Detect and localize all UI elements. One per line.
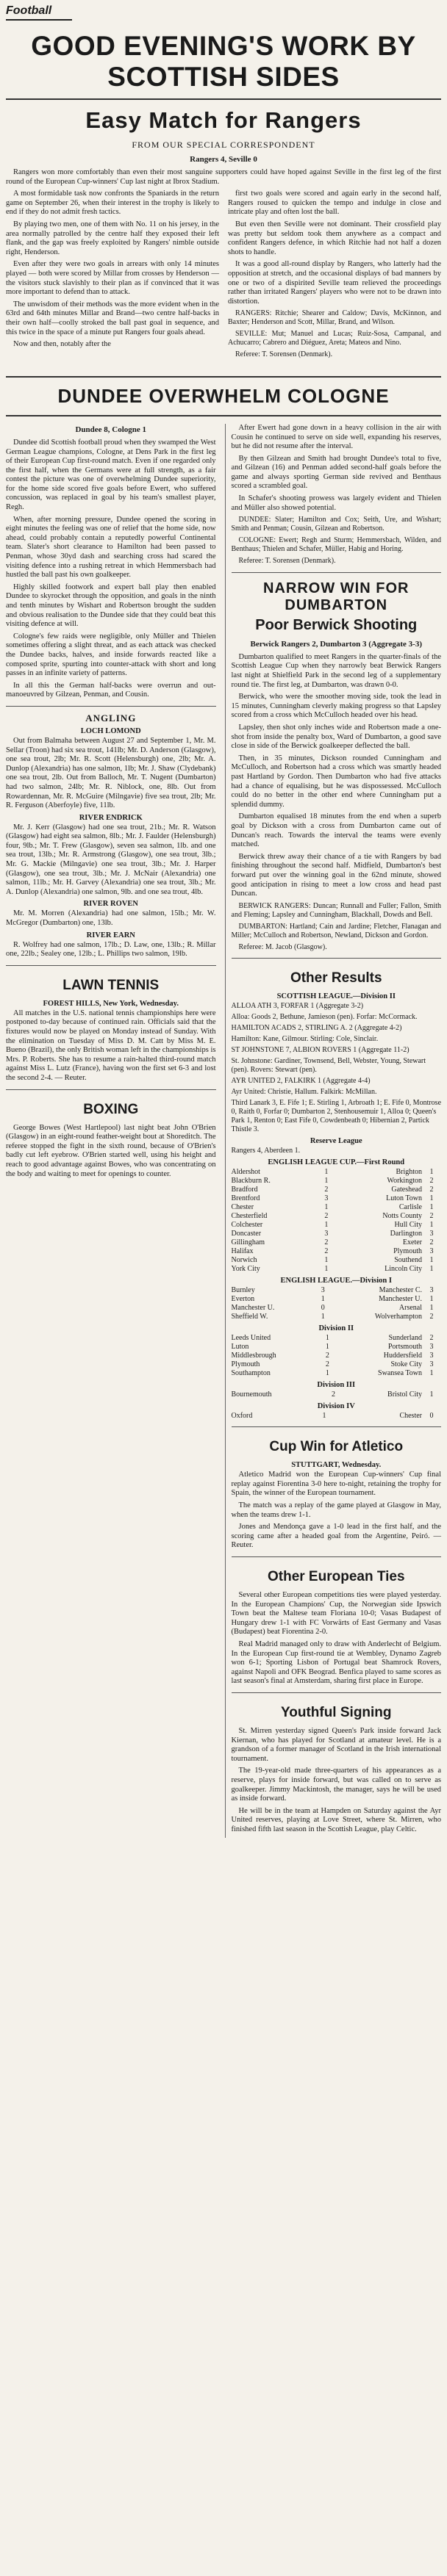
atletico-title: Cup Win for Atletico	[269, 1439, 404, 1455]
table-row	[232, 1286, 442, 1295]
table-cell: 3	[429, 1286, 434, 1295]
table-cell: Plymouth	[393, 1247, 422, 1256]
results-subhead: ENGLISH LEAGUE.—Division I	[280, 1277, 392, 1285]
signing-title: Youthful Signing	[280, 1704, 392, 1720]
table-cell: 2	[429, 1334, 434, 1343]
referee: Referee: T. Sorensen (Denmark).	[238, 557, 336, 566]
table-cell: Halifax	[231, 1247, 254, 1256]
table-cell: Everton	[231, 1295, 255, 1304]
table-cell: Plymouth	[231, 1360, 260, 1369]
table-cell: Notts County	[382, 1212, 422, 1221]
table-cell: Doncaster	[231, 1230, 262, 1238]
angling-title: ANGLING	[85, 712, 137, 724]
results-table-div2	[232, 1334, 442, 1378]
table-cell: Middlesbrough	[231, 1352, 276, 1360]
paragraph: When, after morning pressure, Dundee opened the scoring in eight minutes the feeling was one of relief that the home side, now ahead, could probably contain a reputedly powerful Continental team. Slater's short clearance to Hamilton had been passed to Penman, whose 30yd dash and searching cross had scared the visiting defence into a rushing retreat in which Hemmersbach had hustled the ball past his own goalkeeper.	[6, 515, 216, 580]
table-cell: 1	[429, 1295, 434, 1304]
table-cell: Norwich	[231, 1256, 257, 1265]
results-subhead: Division II	[318, 1324, 354, 1333]
paragraph: In all this the German half-backs were overrun and out-manoeuvred by Gilzean, Penman, and Cousin.	[6, 681, 216, 699]
angling-subhead: RIVER ENDRICK	[79, 813, 143, 822]
paragraph: Mr. M. Morren (Alexandria) had one salmon, 15lb.; Mr. W. McGregor (Dumbarton) one, 13lb.	[6, 909, 216, 928]
dundee-col-left	[6, 424, 216, 1838]
paragraph: The unwisdom of their methods was the more evident when in the 63rd and 64th minutes Millar and Brand—two centre half-backs in their own half—coolly stroked the ball past goal in sequence, and this twice in the space of a minute put Rangers four goals ahead.	[6, 300, 219, 336]
divider	[232, 1556, 442, 1557]
table-cell: Chesterfield	[231, 1212, 268, 1221]
table-row	[232, 1304, 442, 1313]
divider	[232, 572, 442, 573]
table-cell: 1	[429, 1203, 434, 1212]
paragraph: He will be in the team at Hampden on Saturday against the Ayr United reserves, playing at Love Street, where St. Mirren, who finished fifth last season in the Scottish League, play Celtic.	[231, 1806, 441, 1833]
table-cell: 0	[429, 1412, 434, 1421]
result-line: Ayr United: Christie, Hallum. Falkirk: McMillan.	[231, 1088, 377, 1097]
table-cell: 2	[429, 1313, 434, 1321]
paragraph: Several other European competitions ties were played yesterday. In the European Champions' Cup, the Norwegian side Ipswich Town beat the Maltese team Floriana 10-0; Vasas Budapest of Hungary drew 1-1 with FC Vorwärts of East Germany and Vasas (Budapest) beat Fiorentina 2-0.	[231, 1591, 441, 1637]
atletico-dateline: STUTTGART, Wednesday.	[291, 1461, 382, 1470]
paragraph: Jones and Mendonça gave a 1-0 lead in the first half, and the scoring came after a headed goal from the Argentine, Peiró. — Reuter.	[231, 1523, 441, 1550]
paragraph: Real Madrid managed only to draw with Anderlecht of Belgium. In the European Cup first-round tie at Wembley, Dynamo Zagreb won 6-1; Sporting Lisbon of Portugal beat Shamrock Rovers, against Napoli and OFK Beograd. Benfica played to same scores as last season's final at Amsterdam, sharing first place in Europe.	[231, 1640, 441, 1686]
table-cell: Colchester	[231, 1221, 263, 1230]
referee: Referee: M. Jacob (Glasgow).	[238, 942, 327, 951]
rangers-columns	[6, 190, 441, 366]
dundee-columns	[6, 424, 441, 1838]
table-cell: Manchester U.	[231, 1304, 275, 1313]
table-cell: 2	[429, 1177, 434, 1186]
table-cell: 1	[429, 1265, 434, 1274]
paragraph: Mr. J. Kerr (Glasgow) had one sea trout, 21b.; Mr. R. Watson (Glasgow) had eight sea salmon, 8lb.; Mr. J. Faulder (Helensburgh) four, 9lb.; Mr. T. Frew (Glasgow), seven sea salmon, 1lb. and one sea trout, 13lb.; Mr. R. Armstrong (Glasgow), one sea trout, 3lb.; Mr. G. Mackie (Milngavie) one sea trout, 3lb.; Mr. J. Harper (Glasgow), one sea trout, 3lb.; Mr. J. McNair (Alexandria) one salmon, 11lb.; Mr. H. Garvey (Alexandria) one sea trout, 3lb.; Mr. A. Dunlop (Alexandria) one salmon, 9lb. and one sea trout, 4lb.	[6, 823, 216, 896]
table-cell: Chester	[399, 1412, 422, 1421]
tennis-dateline: FOREST HILLS, New York, Wednesday.	[43, 999, 179, 1008]
table-cell: Arsenal	[398, 1304, 422, 1313]
team-lineup: BERWICK RANGERS: Duncan; Runnall and Fuller; Fallon, Smith and Fleming; Lapsley and Cunningham, Blackhall, Dowds and Bell.	[231, 901, 441, 919]
table-cell: Hull City	[394, 1221, 422, 1230]
table-cell: 1	[324, 1265, 329, 1274]
table-cell: 1	[429, 1194, 434, 1203]
divider	[232, 1692, 442, 1693]
result-line: AYR UNITED 2, FALKIRK 1 (Aggregate 4-4)	[231, 1077, 371, 1086]
paragraph: Then, in 35 minutes, Dickson rounded Cunningham and McCulloch, and Robertson had a cross which was smartly headed past Hartland by Gordon. Then Dumbarton who had five attacks had a chance of equalising, but he was dispossessed. McCulloch could do no better in the other end where Cunningham put a splendid dummy.	[231, 754, 441, 809]
table-cell: Sunderland	[388, 1334, 422, 1343]
table-cell: Bournemouth	[231, 1390, 272, 1399]
dundee-result: Dundee 8, Cologne 1	[75, 425, 147, 434]
table-cell: Brentford	[231, 1194, 260, 1203]
table-cell: 3	[429, 1360, 434, 1369]
table-cell: Manchester C.	[379, 1286, 422, 1295]
table-row	[232, 1186, 442, 1194]
table-row	[232, 1390, 442, 1399]
table-cell: Sheffield W.	[231, 1313, 268, 1321]
rangers-result: Rangers 4, Seville 0	[190, 155, 257, 164]
team-lineup: RANGERS: Ritchie; Shearer and Caldow; Davis, McKinnon, and Baxter; Henderson and Scott, Millar, Brand, and Wilson.	[228, 309, 441, 327]
table-cell: 3	[429, 1247, 434, 1256]
table-cell: 1	[324, 1256, 329, 1265]
table-row	[232, 1221, 442, 1230]
table-row	[232, 1352, 442, 1360]
result-line: Rangers 4, Aberdeen 1.	[231, 1147, 301, 1155]
paragraph: Lapsley, then shot only inches wide and Robertson made a one-shot from inside the penalty box, Ward of Dumbarton, a good save close in side of the Berwick goalkeeper deflected the ball.	[231, 724, 441, 751]
table-cell: Brighton	[396, 1168, 422, 1177]
divider	[6, 1089, 216, 1090]
table-row	[232, 1369, 442, 1378]
main-headline: GOOD EVENING'S WORK BY SCOTTISH SIDES	[31, 31, 416, 92]
results-subhead: ENGLISH LEAGUE CUP.—First Round	[268, 1158, 405, 1167]
paragraph: After Ewert had gone down in a heavy collision in the air with Cousin he continued to serve on side well, expanding his reserves, but he did not resume after the interval.	[231, 423, 441, 451]
table-cell: 1	[429, 1304, 434, 1313]
table-cell: Leeds United	[231, 1334, 271, 1343]
results-table-div3	[232, 1390, 442, 1399]
paragraph: All matches in the U.S. national tennis championships here were postponed to-day because of continued rain. Officials said that the fixtures would now be played on Monday instead of Sunday. With the elimination on Tuesday of Miss D. M. Catt by Miss M. E. Bueno (Brazil), the only British woman left in the championships is Mrs. P. Roberts. She has to resume a rain-halted third-round match against Miss L. Lutz (France), having won the first set 6-3 and lost the second 2-4. — Reuter.	[6, 1009, 216, 1082]
paragraph: The 19-year-old made three-quarters of his appearances as a reserve, plays for inside forward, but was called on to serve as goalkeeper. Jimmy Mackintosh, the manager, says he will be used as inside forward.	[231, 1767, 441, 1803]
results-subhead: Division III	[317, 1381, 356, 1390]
table-cell: Southampton	[231, 1369, 271, 1378]
result-line: HAMILTON ACADS 2, STIRLING A. 2 (Aggregate 4-2)	[231, 1024, 402, 1033]
berwick-headline: NARROW WIN FOR DUMBARTON	[263, 580, 410, 613]
table-row	[232, 1313, 442, 1321]
table-cell: 1	[324, 1177, 329, 1186]
divider	[6, 965, 216, 966]
table-cell: 1	[429, 1256, 434, 1265]
rangers-intro: Rangers won more comfortably than even their most sanguine supporters could have hoped against Seville in the first leg of the first round of the European Cup-winners' Cup last night at Ibrox Stadium.	[6, 168, 441, 186]
table-cell: Manchester U.	[379, 1295, 422, 1304]
table-cell: 1	[324, 1168, 329, 1177]
table-cell: 1	[321, 1313, 325, 1321]
table-cell: 0	[321, 1304, 325, 1313]
table-cell: 2	[324, 1186, 329, 1194]
boxing-title: BOXING	[83, 1101, 139, 1117]
paragraph: Dundee did Scottish football proud when they swamped the West German League champions, Cologne, at Dens Park in the first leg of their European Cup first-round match. Even if one regarded only the first half, when the Germans were at full strength, as a fair contest the picture was one of overwhelming Dundee superiority, for the home side scored five goals before Ewert, who suffered concussion, was replaced in goal by his team's smallest player, Regh.	[6, 438, 216, 512]
table-row	[232, 1238, 442, 1247]
paragraph: R. Wolfrey had one salmon, 17lb.; D. Law, one, 13lb.; R. Millar one, 22lb.; Sealey one, 12lb.; L. Phillips two salmon, 19lb.	[6, 940, 216, 959]
table-cell: Gateshead	[391, 1186, 422, 1194]
rangers-col-left	[6, 190, 219, 366]
result-line: ALLOA ATH 3, FORFAR 1 (Aggregate 3-2)	[231, 1002, 364, 1011]
paragraph: George Bowes (West Hartlepool) last night beat John O'Brien (Glasgow) in an eight-round feather-weight bout at Shoreditch. The referee stopped the fight in the sixth round, because of O'Brien's badly cut left eyebrow. O'Brien started well, using his height and reach to good advantage against Bowes, who was concentrating on the body and waiting to meet for openings to counter.	[6, 1123, 216, 1178]
table-cell: Carlisle	[398, 1203, 422, 1212]
result-line: St. Johnstone: Gardiner, Townsend, Bell, Webster, Young, Stewart (pen). Rovers: Stewart (pen).	[231, 1057, 426, 1075]
paragraph: Dumbarton equalised 18 minutes from the end when a superb goal by Dickson with a cross from Dumbarton came out of Duncan's reach. Towards the interval the teams were evenly matched.	[231, 812, 441, 849]
paragraph: Now and then, notably after the	[13, 340, 111, 349]
table-cell: Lincoln City	[385, 1265, 422, 1274]
paragraph: But even then Seville were not dominant. Their crossfield play was pretty but seldom took them anywhere as a compact and confident Rangers defence, in which Ritchie had not half a dozen shots to handle.	[228, 220, 441, 256]
table-cell: Burnley	[231, 1286, 255, 1295]
paragraph: The match was a replay of the game played at Glasgow in May, when the teams drew 1-1.	[231, 1501, 441, 1519]
paragraph: It was a good all-round display by Rangers, who latterly had the opposition at stretch, and the occasional displays of bad manners by one or two of a dispirited Seville team relieved the proceedings rather than irritated Rangers' players who were not to be drawn into distortion.	[228, 260, 441, 306]
table-cell: 3	[429, 1352, 434, 1360]
byline: FROM OUR SPECIAL CORRESPONDENT	[132, 140, 315, 150]
table-cell: 2	[331, 1390, 335, 1399]
table-cell: 1	[429, 1168, 434, 1177]
table-cell: Aldershot	[231, 1168, 260, 1177]
paragraph: A most formidable task now confronts the Spaniards in the return game on September 26, when their interest in the trophy is likely to end if they do not admit fresh tactics.	[6, 190, 219, 217]
angling-subhead: LOCH LOMOND	[80, 726, 141, 735]
paragraph: Cologne's few raids were negligible, only Müller and Thielen sometimes offering a slight threat, and as each attack was checked the Dundee backs, halves, and inside forwards reacted like a composed sprite, spurting into counter-attack with short and long passes in an infinite variety of patterns.	[6, 632, 216, 678]
rangers-subhead: Easy Match for Rangers	[85, 107, 362, 133]
paragraph: Atletico Madrid won the European Cup-winners' Cup final replay against Fiorentina 3-0 here to-night, retaining the trophy for Spain, the winner of the European tournament.	[231, 1471, 441, 1498]
table-cell: 2	[429, 1238, 434, 1247]
rangers-col-right	[228, 190, 441, 366]
results-table-div4	[232, 1412, 442, 1421]
table-row	[232, 1230, 442, 1238]
table-row	[232, 1295, 442, 1304]
table-cell: Luton Town	[386, 1194, 422, 1203]
result-line: ST JOHNSTONE 7, ALBION ROVERS 1 (Aggregate 11-2)	[231, 1046, 410, 1055]
results-subhead: Division IV	[317, 1402, 355, 1411]
table-cell: 3	[324, 1230, 329, 1238]
other-results-title: Other Results	[290, 970, 382, 986]
table-cell: Chester	[231, 1203, 254, 1212]
divider	[232, 958, 442, 959]
angling-subhead: RIVER EARN	[86, 931, 135, 939]
table-cell: 1	[324, 1221, 329, 1230]
table-cell: 1	[429, 1221, 434, 1230]
result-line: Hamilton: Kane, Gilmour. Stirling: Cole, Sinclair.	[231, 1035, 379, 1044]
table-row	[232, 1247, 442, 1256]
table-cell: 1	[429, 1369, 434, 1378]
table-cell: 1	[324, 1203, 329, 1212]
result-line: Alloa: Goods 2, Bethune, Jamieson (pen). Forfar: McCormack.	[231, 1013, 418, 1022]
table-cell: Workington	[387, 1177, 422, 1186]
table-cell: 3	[324, 1194, 329, 1203]
paragraph: St. Mirren yesterday signed Queen's Park inside forward Jack Kiernan, who has played for Scotland at amateur level. He is a grandson of a former manager of Scotland in the Irish international tournament.	[231, 1726, 441, 1763]
table-cell: 2	[429, 1186, 434, 1194]
results-table-league-cup	[232, 1168, 442, 1274]
tennis-title: LAWN TENNIS	[62, 977, 160, 993]
team-lineup: COLOGNE: Ewert; Regh and Sturm; Hemmersbach, Wilden, and Benthaus; Thielen and Schafer, Müller, Habig and Horing.	[231, 536, 441, 554]
paragraph: By then Gilzean and Smith had brought Dundee's total to five, and Gilzean (16) and Penman added second-half goals before the game and always sporting German side revived and Benthaus scored a scrambled goal.	[231, 454, 441, 491]
referee: Referee: T. Sorensen (Denmark).	[235, 350, 333, 359]
divider	[6, 706, 216, 707]
table-cell: 2	[324, 1212, 329, 1221]
table-cell: Swansea Town	[378, 1369, 422, 1378]
table-row	[232, 1334, 442, 1343]
divider	[6, 98, 441, 100]
table-row	[232, 1256, 442, 1265]
table-row	[232, 1343, 442, 1352]
dundee-col-right	[225, 424, 442, 1838]
team-lineup: DUNDEE: Slater; Hamilton and Cox; Seith, Ure, and Wishart; Smith and Penman; Cousin, Gilzean and Robertson.	[231, 516, 441, 533]
paragraph: By playing two men, one of them with No. 11 on his jersey, in the area normally patrolled by the centre half they exposed their left flank, and the gap was freely exploited by Rangers' nimble outside right, Henderson.	[6, 220, 219, 256]
table-cell: 1	[321, 1295, 325, 1304]
table-cell: 2	[429, 1212, 434, 1221]
paragraph: Highly skilled footwork and expert ball play then enabled Dundee to skyrocket through the opposition, and goals in the ninth and tenth minutes by Wishart and Robertson brought the sudden and obvious realisation to the Dundee side that they could beat this visiting defence at will.	[6, 582, 216, 629]
angling-subhead: RIVER ROVEN	[83, 900, 138, 909]
paragraph: Even after they were two goals in arrears with only 14 minutes played — both were scored by Millar from crosses by Henderson — the visitors stuck slavishly to their plan as if convinced that it was more important to defend than to attack.	[6, 260, 219, 297]
team-lineup: SEVILLE: Mut; Manuel and Lucas; Ruiz-Sosa, Campanal, and Achucarro; Cabrero and Diéguez, Areta; Mateos and Nino.	[228, 330, 441, 347]
table-cell: 3	[321, 1286, 325, 1295]
table-row	[232, 1194, 442, 1203]
table-row	[232, 1265, 442, 1274]
table-cell: 1	[325, 1334, 329, 1343]
table-cell: Oxford	[231, 1412, 253, 1421]
table-cell: Exeter	[402, 1238, 422, 1247]
result-line: Third Lanark 3, E. Fife 1; E. Stirling 1, Arbroath 1; E. Fife 0, Montrose 0, Raith 0, Forfar 0; Dumbarton 2, Stenhousemuir 1, Alloa 0; Queen's Park 1, Renton 0; East Fife 0, Cowdenbeath 0; Hibernian 2, Partick Thistle 3.	[231, 1099, 442, 1134]
table-cell: Blackburn R.	[231, 1177, 271, 1186]
table-cell: 2	[324, 1247, 329, 1256]
dundee-headline: DUNDEE OVERWHELM COLOGNE	[6, 376, 441, 416]
divider	[232, 1426, 442, 1427]
european-title: Other European Ties	[267, 1569, 405, 1585]
table-cell: 3	[429, 1343, 434, 1352]
table-row	[232, 1360, 442, 1369]
table-row	[232, 1412, 442, 1421]
paragraph: Dumbarton qualified to meet Rangers in the quarter-finals of the Scottish League Cup when they narrowly beat Berwick Rangers last night at Shielfield Park in the second leg of a supplementary round tie. The first leg, at Dumbarton, was drawn 0-0.	[231, 652, 441, 689]
table-row	[232, 1203, 442, 1212]
table-cell: 3	[429, 1230, 434, 1238]
table-cell: 1	[325, 1369, 329, 1378]
table-row	[232, 1212, 442, 1221]
team-lineup: DUMBARTON: Hartland; Cain and Jardine; Fletcher, Flanagan and Miller; McCulloch and Robertson, Newland, Dickson and Gordon.	[231, 922, 441, 939]
table-cell: 2	[324, 1238, 329, 1247]
table-cell: York City	[231, 1265, 260, 1274]
paragraph: Berwick, who were the smoother moving side, took the lead in 15 minutes, Cunningham cleverly making progress so that Lapsley scored from a cross which McCulloch headed over his head.	[231, 693, 441, 720]
table-cell: Wolverhampton	[374, 1313, 422, 1321]
table-cell: 1	[322, 1412, 326, 1421]
table-cell: Huddersfield	[383, 1352, 422, 1360]
results-subhead: SCOTTISH LEAGUE.—Division II	[276, 992, 396, 1001]
table-cell: 1	[429, 1390, 434, 1399]
berwick-result: Berwick Rangers 2, Dumbarton 3 (Aggregate 3-3)	[250, 639, 422, 649]
results-table-div1	[232, 1286, 442, 1321]
paragraph: In Schafer's shooting prowess was largely evident and Thielen and Müller also showed potential.	[231, 494, 441, 512]
table-cell: Southend	[394, 1256, 422, 1265]
table-cell: Bristol City	[387, 1390, 422, 1399]
berwick-subhead: Poor Berwick Shooting	[255, 616, 418, 633]
table-cell: Bradford	[231, 1186, 258, 1194]
table-row	[232, 1177, 442, 1186]
results-subhead: Reserve League	[310, 1137, 362, 1146]
table-cell: Stoke City	[390, 1360, 422, 1369]
table-cell: Luton	[231, 1343, 249, 1352]
table-cell: Darlington	[390, 1230, 422, 1238]
paragraph: first two goals were scored and again early in the second half, Rangers roused to quicken the tempo and indulge in close and intricate play and often lost the ball.	[228, 190, 441, 217]
table-cell: 2	[325, 1352, 329, 1360]
table-cell: 1	[325, 1343, 329, 1352]
table-cell: Gillingham	[231, 1238, 265, 1247]
section-label: Football	[6, 4, 72, 21]
paragraph: Berwick threw away their chance of a tie with Rangers by bad finishing throughout the second half. Midfield, Dumbarton's best forward put over the winning goal in the 62nd minute, showed good anticipation in rising to meet a low cross and head past Duncan.	[231, 852, 441, 898]
paragraph: Out from Balmaha between August 27 and September 1, Mr. M. Sellar (Troon) had six sea trout, 141lb; Mr. D. Anderson (Glasgow), one sea trout, 2lb; Mr. R. Scott (Helensburgh) one, 2lb; Mr. A. Dunlop (Alexandria) has one salmon, 1lb; Mr. J. Shaw (Clydebank) one sea trout, 2lb. Out from Balloch, Mr. T. Nugent (Dumbarton) had two salmon, 24lb; Mr. R. Niblock, one, 8lb. Out from Rowardennan, Mr. R. McGuire (Milngavie) five sea trout, 2lb; Mr. R. Ferguson (Aberfoyle) five, 11lb.	[6, 736, 216, 810]
table-row	[232, 1168, 442, 1177]
table-cell: Portsmouth	[387, 1343, 422, 1352]
table-cell: 2	[325, 1360, 329, 1369]
